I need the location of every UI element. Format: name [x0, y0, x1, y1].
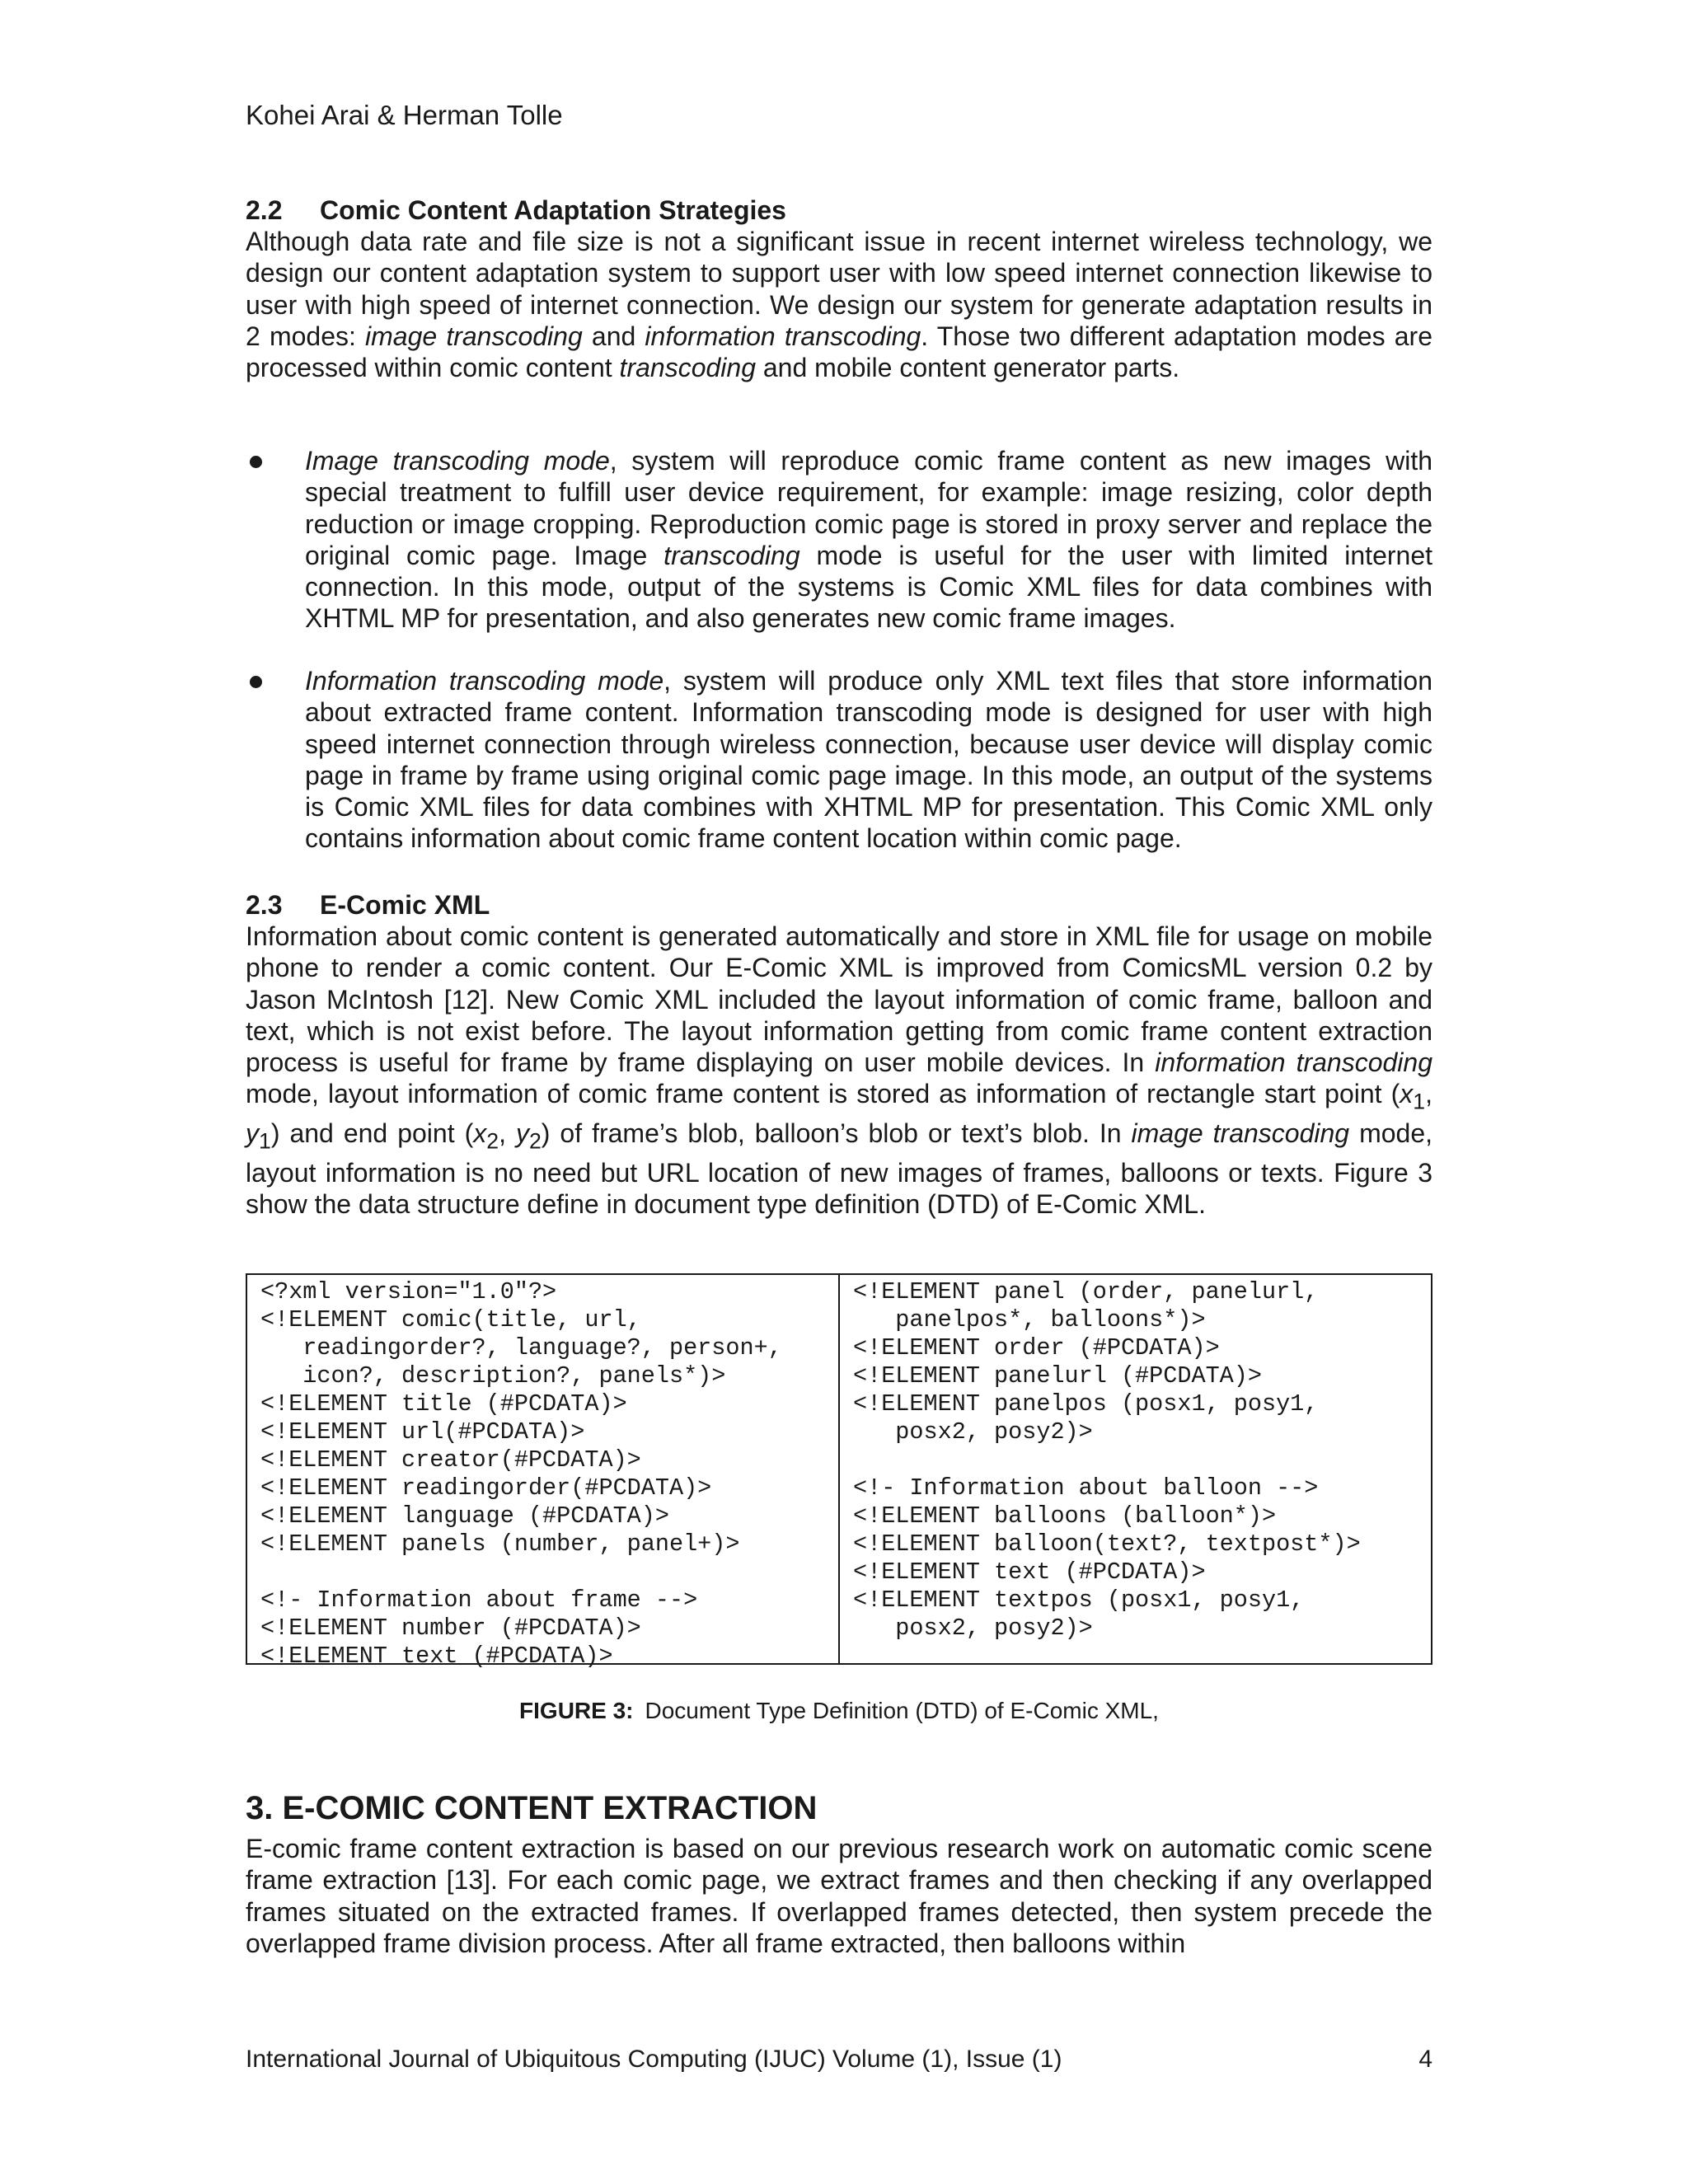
- section-2-2-title: Comic Content Adaptation Strategies: [320, 195, 786, 225]
- code-line: [260, 1558, 825, 1586]
- text-run: mode, layout information of comic frame content is stored as information of rectangle start point (: [246, 1079, 1400, 1109]
- section-2-2-number: 2.2: [246, 195, 283, 225]
- text-run: and: [582, 321, 645, 351]
- italic-run: image transcoding: [365, 321, 583, 351]
- footer-page-number: 4: [1418, 2046, 1432, 2073]
- code-line: <?xml version="1.0"?>: [260, 1278, 557, 1305]
- code-line: <!ELEMENT title (#PCDATA)>: [260, 1390, 627, 1418]
- bullet-text: [305, 445, 1432, 635]
- dtd-column-right: [840, 1275, 1431, 1663]
- math-subscript: 1: [1413, 1089, 1426, 1114]
- italic-run: Image transcoding mode: [305, 446, 610, 476]
- section-2-2-heading: [246, 194, 786, 227]
- text-run: ,: [1425, 1079, 1432, 1109]
- code-line: <!ELEMENT panelurl (#PCDATA)>: [853, 1362, 1262, 1390]
- italic-run: Information transcoding mode: [305, 666, 664, 696]
- code-line: <!ELEMENT balloon(text?, textpost*)>: [853, 1530, 1361, 1558]
- code-line: <!ELEMENT textpos (posx1, posy1,: [853, 1586, 1305, 1614]
- section-2-3-heading: [246, 888, 490, 921]
- math-subscript: 1: [259, 1128, 271, 1154]
- bullet-dot: [250, 676, 262, 688]
- code-line: <!ELEMENT order (#PCDATA)>: [853, 1334, 1220, 1361]
- code-line: <!ELEMENT number (#PCDATA)>: [260, 1615, 641, 1642]
- dtd-column-left: [247, 1275, 840, 1670]
- text-run: ,: [499, 1118, 516, 1149]
- code-line: <!ELEMENT url(#PCDATA)>: [260, 1418, 585, 1446]
- code-line: <!ELEMENT text (#PCDATA)>: [853, 1558, 1206, 1586]
- text-run: Although data rate and file size is not a significant issue in recent internet wireless technology, we design our content adaptation system to support user with low speed internet connection likewise to user with high speed of internet connection. We design our system for generate adaptation results in 2 modes:: [246, 227, 1432, 351]
- code-line: <!- Information about frame -->: [260, 1586, 698, 1614]
- figure-caption-text: Document Type Definition (DTD) of E-Comic XML,: [645, 1698, 1159, 1723]
- code-line: <!ELEMENT readingorder(#PCDATA)>: [260, 1474, 712, 1502]
- math-subscript: 2: [486, 1128, 499, 1154]
- code-line: <!ELEMENT text (#PCDATA)>: [260, 1643, 613, 1670]
- text-run: Information about comic content is generated automatically and store in XML file for usage on mobile phone to render a comic content. Our E-Comic XML is improved from ComicsML version 0.2 by Jason McIntosh [12]. New Comic XML included the layout information of comic frame, balloon and text, which is not exist before. The layout information getting from comic frame content extraction process is useful for frame by frame displaying on user mobile devices. In: [246, 921, 1432, 1078]
- code-line: [853, 1446, 1418, 1474]
- text-run: and mobile content generator parts.: [755, 353, 1180, 383]
- italic-run: transcoding: [663, 540, 800, 570]
- section-2-3-title: E-Comic XML: [320, 890, 490, 920]
- code-line: readingorder?, language?, person+,: [260, 1334, 782, 1361]
- section-2-3-number: 2.3: [246, 890, 283, 920]
- italic-run: information transcoding: [645, 321, 921, 351]
- text-run: ) and end point (: [270, 1118, 474, 1149]
- bullet-text: [305, 665, 1432, 855]
- footer-journal: International Journal of Ubiquitous Computing (IJUC) Volume (1), Issue (1): [246, 2046, 1062, 2073]
- code-line: icon?, description?, panels*)>: [260, 1362, 726, 1390]
- bullet-dot: [250, 456, 262, 468]
- text-run: mode is useful for the user with limited internet connection. In this mode, output of the systems is Comic XML files for data combines with XHTML MP for presentation, and also generates new comic frame images.: [305, 540, 1433, 634]
- math-var: y: [515, 1118, 529, 1149]
- math-var: x: [473, 1118, 487, 1149]
- math-var: x: [1400, 1079, 1414, 1109]
- italic-run: image transcoding: [1131, 1118, 1350, 1149]
- running-header-authors: Kohei Arai & Herman Tolle: [246, 100, 563, 130]
- code-line: posx2, posy2)>: [853, 1418, 1093, 1446]
- code-line: panelpos*, balloons*)>: [853, 1306, 1206, 1333]
- code-line: <!ELEMENT creator(#PCDATA)>: [260, 1446, 641, 1474]
- italic-run: transcoding: [619, 353, 756, 383]
- text-run: mode, layout information is no need but URL location of new images of frames, balloons or texts. Figure 3 show the data structure define in document type definition (DTD) of E-Comic XML.: [246, 1118, 1433, 1220]
- code-line: posx2, posy2)>: [853, 1615, 1093, 1642]
- italic-run: information transcoding: [1155, 1047, 1433, 1078]
- code-line: <!ELEMENT comic(title, url,: [260, 1306, 641, 1333]
- code-line: <!ELEMENT panels (number, panel+)>: [260, 1530, 740, 1558]
- section-3-heading: 3. E-COMIC CONTENT EXTRACTION: [246, 1790, 818, 1826]
- figure-caption: [246, 1696, 1432, 1726]
- code-line: <!ELEMENT balloons (balloon*)>: [853, 1502, 1277, 1530]
- dtd-code-table: [246, 1273, 1432, 1670]
- code-line: <!ELEMENT language (#PCDATA)>: [260, 1502, 669, 1530]
- text-run: ) of frame’s blob, balloon’s blob or text’s blob. In: [541, 1118, 1132, 1149]
- section-3-paragraph: E-comic frame content extraction is based on our previous research work on automatic comic scene frame extraction [13]. For each comic page, we extract frames and then checking if any overlapped frames situated on the extracted frames. If overlapped frames detected, then system precede the overlapped frame division process. After all frame extracted, then balloons within: [246, 1834, 1432, 1958]
- text-run: . Those two different adaptation modes are processed within comic content: [246, 321, 1432, 383]
- section-2-3-paragraph: [246, 921, 1432, 1220]
- code-line: <!- Information about balloon -->: [853, 1474, 1319, 1502]
- math-subscript: 2: [528, 1128, 542, 1154]
- text-run: , system will produce only XML text files that store information about extracted frame content. Information transcoding mode is designed for user with high speed internet connection through wireless connection, because user device will display comic page in frame by frame using original comic page image. In this mode, an output of the systems is Comic XML files for data combines with XHTML MP for presentation. This Comic XML only contains information about comic frame content location within comic page.: [305, 666, 1433, 854]
- figure-label: FIGURE 3:: [519, 1698, 634, 1723]
- text-run: , system will reproduce comic frame content as new images with special treatment to fulfill user device requirement, for example: image resizing, color depth reduction or image cropping. Reproduction comic page is stored in proxy server and replace the original comic page. Image: [305, 446, 1433, 570]
- code-line: <!ELEMENT panelpos (posx1, posy1,: [853, 1390, 1319, 1418]
- section-2-2-intro: [246, 226, 1432, 383]
- code-line: <!ELEMENT panel (order, panelurl,: [853, 1278, 1319, 1305]
- math-var: y: [246, 1118, 259, 1149]
